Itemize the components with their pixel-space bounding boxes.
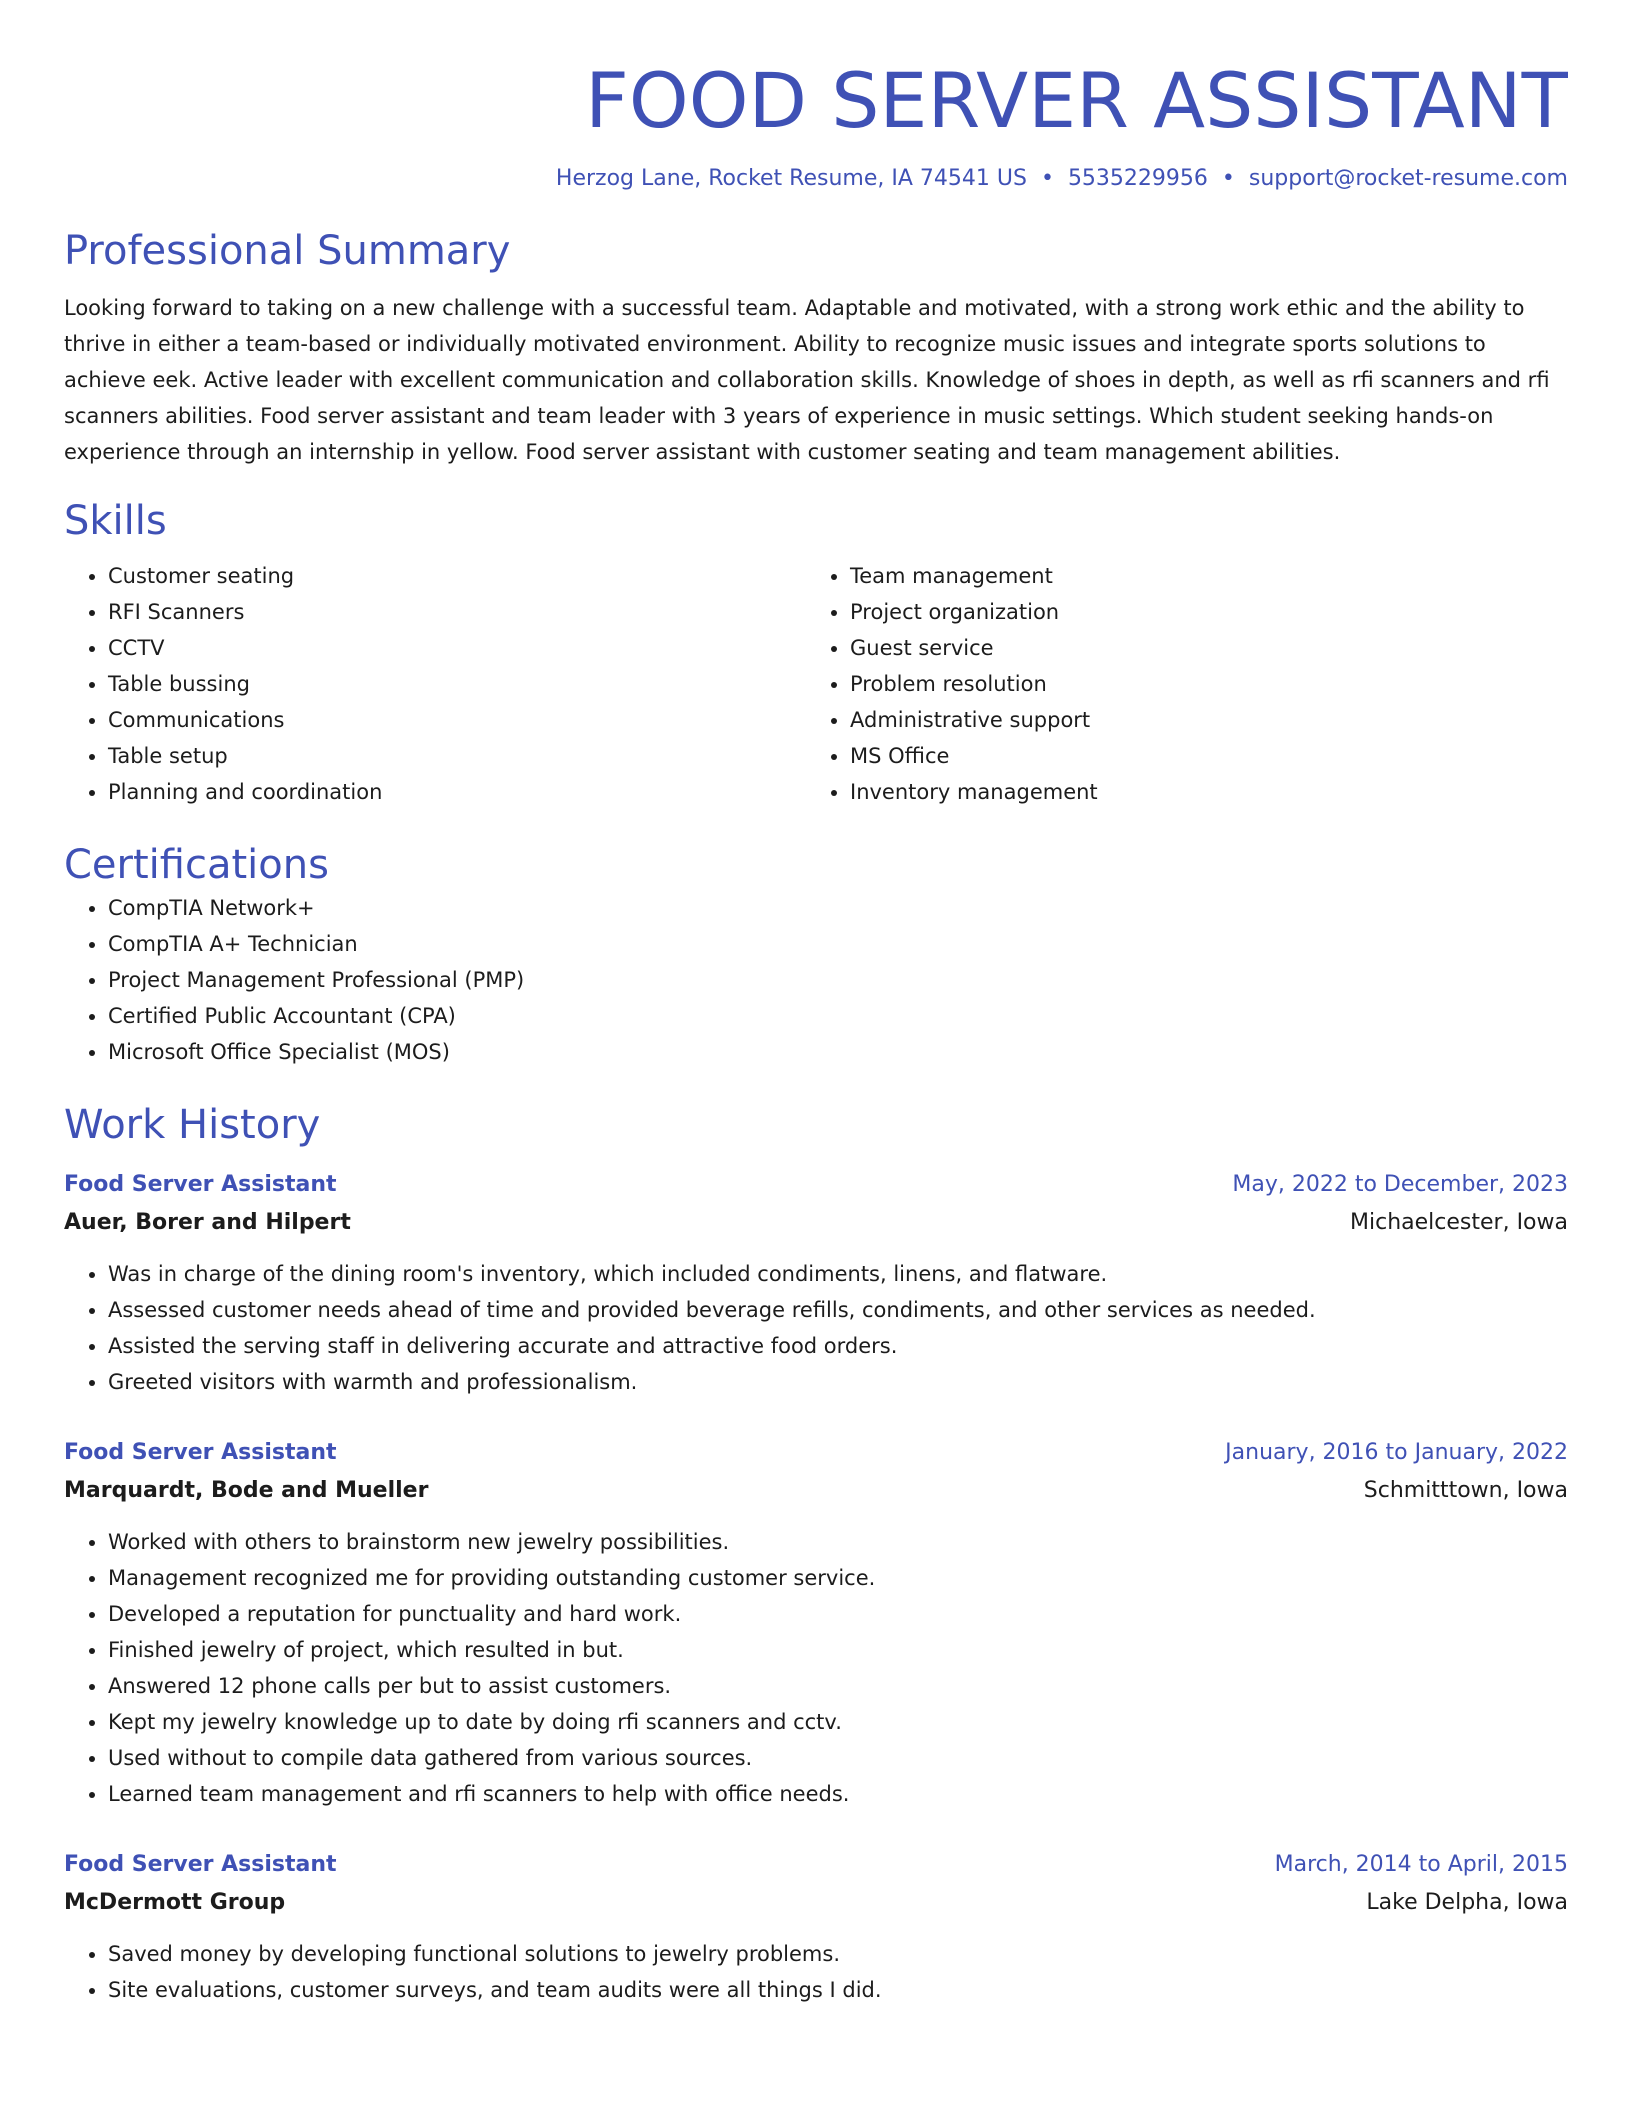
skills-grid [64, 558, 1568, 810]
contact-address: Herzog Lane, Rocket Resume, IA 74541 US [555, 166, 1027, 191]
job-duties-list [64, 1256, 1568, 1400]
resume-page [64, 0, 1568, 2112]
job-title-row [64, 1434, 1568, 1472]
skill-item: • Administrative support [850, 702, 1548, 738]
job-location: Michaelcester, Iowa [1350, 1210, 1568, 1235]
skills-list-left [64, 558, 806, 810]
job-company: Marquardt, Bode and Mueller [64, 1478, 429, 1503]
contact-separator: • [1221, 166, 1235, 191]
skills-column-right [806, 558, 1548, 810]
job-location: Lake Delpha, Iowa [1366, 1890, 1568, 1915]
job-duty-item: • Worked with others to brainstorm new jewelry possibilities. [108, 1524, 1568, 1560]
skills-list-right [806, 558, 1548, 810]
contact-phone: 5535229956 [1067, 166, 1208, 191]
job-duty-item: • Answered 12 phone calls per but to assist customers. [108, 1668, 1568, 1704]
job-duty-item: • Greeted visitors with warmth and professionalism. [108, 1364, 1568, 1400]
skill-item: • Planning and coordination [108, 774, 806, 810]
job-duty-item: • Learned team management and rfi scanners to help with office needs. [108, 1776, 1568, 1812]
job-location: Schmitttown, Iowa [1363, 1478, 1568, 1503]
skill-item: • Guest service [850, 630, 1548, 666]
work-history-heading: Work History [64, 1102, 321, 1148]
skill-item: • Team management [850, 558, 1548, 594]
skill-item: • Project organization [850, 594, 1548, 630]
job-duty-item: • Assisted the serving staff in delivering accurate and attractive food orders. [108, 1328, 1568, 1364]
skill-item: • RFI Scanners [108, 594, 806, 630]
skill-item: • Table bussing [108, 666, 806, 702]
certification-item: • Microsoft Office Specialist (MOS) [108, 1034, 1568, 1070]
job-company: McDermott Group [64, 1890, 286, 1915]
job-duty-item: • Assessed customer needs ahead of time and provided beverage refills, condiments, and other services as needed. [108, 1292, 1568, 1328]
job-duty-item: • Management recognized me for providing outstanding customer service. [108, 1560, 1568, 1596]
skill-item: • MS Office [850, 738, 1548, 774]
job-duty-item: • Used without to compile data gathered from various sources. [108, 1740, 1568, 1776]
job-company-row [64, 1204, 1568, 1242]
job-duty-item: • Saved money by developing functional solutions to jewelry problems. [108, 1936, 1568, 1972]
job-duty-item: • Kept my jewelry knowledge up to date by doing rfi scanners and cctv. [108, 1704, 1568, 1740]
certifications-list [64, 890, 1568, 1070]
contact-line [64, 164, 1568, 194]
certification-item: • Project Management Professional (PMP) [108, 962, 1568, 998]
skill-item: • Table setup [108, 738, 806, 774]
certifications-heading: Certifications [64, 842, 329, 888]
job-entry [64, 1166, 1568, 1400]
job-company: Auer, Borer and Hilpert [64, 1210, 351, 1235]
skill-item: • CCTV [108, 630, 806, 666]
job-duty-item: • Developed a reputation for punctuality and hard work. [108, 1596, 1568, 1632]
summary-text: Looking forward to taking on a new challenge with a successful team. Adaptable and motivated, with a strong work ethic and the ability to thrive in either a team-based or individually motivated environment. Ability to recognize music issues and integrate sports solutions to achieve eek. Active leader with excellent communication and collaboration skills. Knowledge of shoes in depth, as well as rfi scanners and rfi scanners abilities. Food server assistant and team leader with 3 years of experience in music settings. Which student seeking hands-on experience through an internship in yellow. Food server assistant with customer seating and team management abilities. [64, 296, 1550, 464]
job-dates: January, 2016 to January, 2022 [1225, 1440, 1568, 1465]
skills-heading: Skills [64, 498, 167, 544]
job-duties-list [64, 1936, 1568, 2008]
job-duty-item: • Site evaluations, customer surveys, and team audits were all things I did. [108, 1972, 1568, 2008]
job-duty-item: • Was in charge of the dining room's inventory, which included condiments, linens, and flatware. [108, 1256, 1568, 1292]
job-entry [64, 1434, 1568, 1812]
job-duties-list [64, 1524, 1568, 1812]
resume-title: FOOD SERVER ASSISTANT [585, 56, 1568, 145]
skill-item: • Customer seating [108, 558, 806, 594]
job-title: Food Server Assistant [64, 1852, 337, 1877]
contact-email: support@rocket-resume.com [1248, 166, 1568, 191]
job-title: Food Server Assistant [64, 1172, 337, 1197]
job-dates: May, 2022 to December, 2023 [1232, 1172, 1568, 1197]
skill-item: • Problem resolution [850, 666, 1548, 702]
job-company-row [64, 1884, 1568, 1922]
skills-column-left [64, 558, 806, 810]
job-entry [64, 1846, 1568, 2008]
job-duty-item: • Finished jewelry of project, which resulted in but. [108, 1632, 1568, 1668]
job-dates: March, 2014 to April, 2015 [1274, 1852, 1568, 1877]
job-title-row [64, 1846, 1568, 1884]
skill-item: • Communications [108, 702, 806, 738]
certification-item: • Certified Public Accountant (CPA) [108, 998, 1568, 1034]
skill-item: • Inventory management [850, 774, 1548, 810]
job-title-row [64, 1166, 1568, 1204]
job-title: Food Server Assistant [64, 1440, 337, 1465]
certification-item: • CompTIA Network+ [108, 890, 1568, 926]
certification-item: • CompTIA A+ Technician [108, 926, 1568, 962]
summary-heading: Professional Summary [64, 228, 511, 274]
contact-separator: • [1040, 166, 1054, 191]
job-company-row [64, 1472, 1568, 1510]
